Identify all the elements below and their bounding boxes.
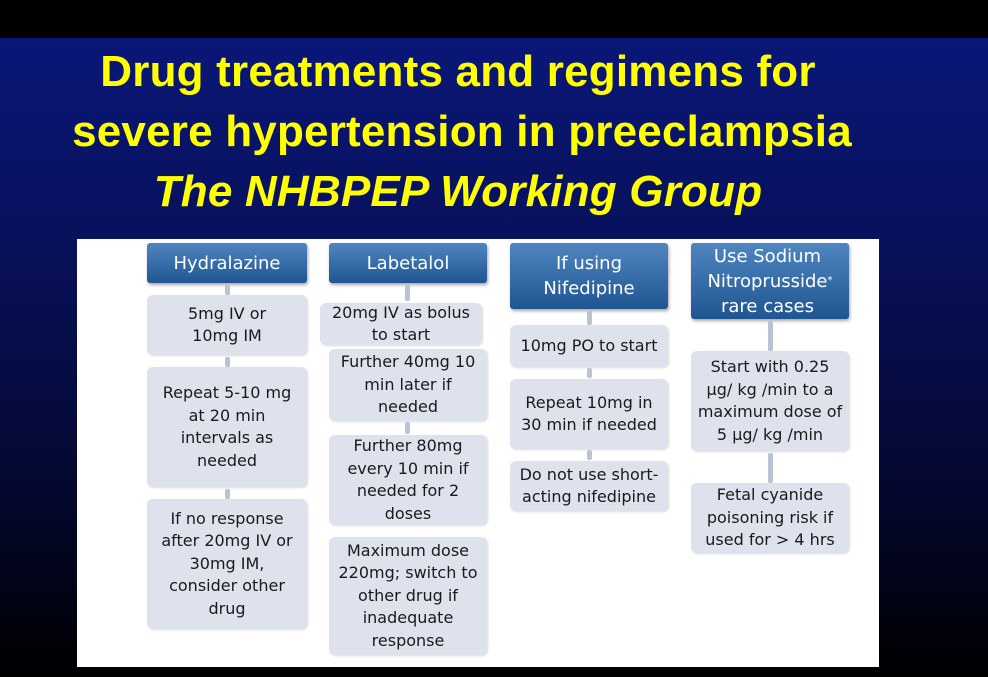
connector — [225, 489, 230, 499]
connector — [768, 453, 773, 483]
header-nifedipine: If using Nifedipine — [510, 243, 668, 309]
step-labetalol-1: 20mg IV as bolus to start — [320, 303, 482, 345]
step-hydralazine-1: 5mg IV or 10mg IM — [147, 295, 307, 355]
step-nifedipine-2: Repeat 10mg in 30 min if needed — [510, 379, 668, 449]
step-hydralazine-3: If no response after 20mg IV or 30mg IM, consider other drug — [147, 499, 307, 629]
connector — [405, 285, 410, 301]
title-line-3: The NHBPEP Working Group — [153, 167, 763, 216]
step-labetalol-2: Further 40mg 10 min later if needed — [329, 349, 487, 421]
connector — [587, 368, 592, 378]
connector — [587, 450, 592, 460]
connector — [225, 357, 230, 367]
step-labetalol-3: Further 80mg every 10 min if needed for 2 doses — [329, 435, 487, 525]
step-hydralazine-2: Repeat 5-10 mg at 20 min intervals as needed — [147, 367, 307, 487]
step-nifedipine-1: 10mg PO to start — [510, 325, 668, 367]
header-nitroprusside-label: Use Sodium Nitroprusside rare cases — [707, 245, 828, 317]
header-hydralazine: Hydralazine — [147, 243, 307, 283]
flowchart-panel — [77, 239, 879, 667]
connector — [587, 311, 592, 325]
step-nitroprusside-1: Start with 0.25 µg/ kg /min to a maximum dose of 5 µg/ kg /min — [691, 351, 849, 451]
step-labetalol-4: Maximum dose 220mg; switch to other drug if inadequate response — [329, 537, 487, 655]
step-nitroprusside-2: Fetal cyanide poisoning risk if used for > 4 hrs — [691, 483, 849, 553]
connector — [768, 321, 773, 351]
title-line-1: Drug treatments and regimens for — [100, 47, 816, 96]
title-line-2: severe hypertension in preeclampsia — [72, 107, 852, 156]
connector — [405, 422, 410, 434]
step-nifedipine-3: Do not use short- acting nifedipine — [510, 461, 668, 511]
header-labetalol: Labetalol — [329, 243, 487, 283]
connector — [225, 285, 230, 295]
header-nitroprusside: Use Sodium Nitroprusside rare cases * — [691, 243, 849, 319]
